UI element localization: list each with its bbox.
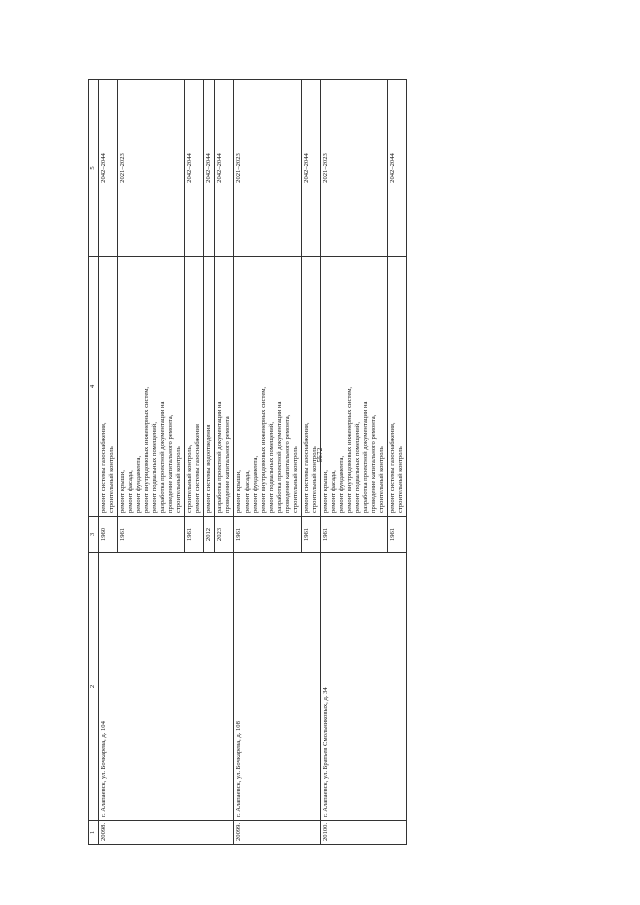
header-col-5: 5	[89, 80, 99, 257]
rotated-document	[88, 80, 531, 845]
building-number: 20098.	[99, 821, 234, 845]
work-types: ремонт системы водоотведения	[204, 257, 215, 517]
planned-period: 2021–2023	[234, 80, 301, 257]
planned-period: 2021–2023	[118, 80, 185, 257]
planned-period: 2042–2044	[99, 80, 118, 257]
work-types: ремонт крыши, ремонт фасада, ремонт фундамента, ремонт внутридомовых инженерных систем, ремонт подвальных помещений, разработка проектной документации на проведение капитального ремонта, строительный контроль	[234, 257, 301, 517]
work-types: разработка проектной документации на проведение капитального ремонта	[215, 257, 234, 517]
commission-year: 1961	[301, 517, 320, 553]
header-col-1: 1	[89, 821, 99, 845]
planned-period: 2021–2023	[320, 80, 387, 257]
planned-period: 2042–2044	[204, 80, 215, 257]
work-types: строительный контроль, ремонт системы газоснабжения	[185, 257, 204, 517]
planned-period: 2042–2044	[215, 80, 234, 257]
building-address: г. Алапаевск, ул. Бочкарева, д. 108	[234, 553, 320, 821]
building-number: 20100.	[320, 821, 406, 845]
planned-period: 2042–2044	[388, 80, 407, 257]
work-types: ремонт системы газоснабжения, строительный контроль	[388, 257, 407, 517]
planned-period: 2042–2044	[185, 80, 204, 257]
building-address: г. Алапаевск, ул. Бочкарева, д. 104	[99, 553, 234, 821]
work-types: ремонт крыши, ремонт фасада, ремонт фундамента, ремонт внутридомовых инженерных систем, ремонт подвальных помещений, разработка проектной документации на проведение капитального ремонта, строительный контроль	[118, 257, 185, 517]
table-row	[320, 80, 387, 845]
commission-year: 2012	[204, 517, 215, 553]
commission-year: 1960	[99, 517, 118, 553]
table-row	[99, 80, 118, 845]
commission-year: 1961	[185, 517, 204, 553]
work-types: ремонт крыши, ремонт фасада, ремонт фундамента, ремонт внутридомовых инженерных систем, ремонт подвальных помещений, разработка проектной документации на проведение капитального ремонта, строительный контроль	[320, 257, 387, 517]
work-types: ремонт системы газоснабжения, строительный контроль	[99, 257, 118, 517]
repair-schedule-table	[88, 79, 407, 845]
table-row	[234, 80, 301, 845]
header-col-2: 2	[89, 553, 99, 821]
header-row	[89, 80, 99, 845]
header-col-3: 3	[89, 517, 99, 553]
commission-year: 2023	[215, 517, 234, 553]
commission-year: 1961	[388, 517, 407, 553]
header-col-4: 4	[89, 257, 99, 517]
commission-year: 1961	[118, 517, 185, 553]
commission-year: 1961	[234, 517, 301, 553]
commission-year: 1961	[320, 517, 387, 553]
page-number: 5672	[316, 447, 324, 463]
work-types: ремонт системы газоснабжения, строительный контроль	[301, 257, 320, 517]
planned-period: 2042–2044	[301, 80, 320, 257]
building-number: 20099.	[234, 821, 320, 845]
building-address: г. Алапаевск, ул. Братьев Смольниковых, д. 34	[320, 553, 406, 821]
